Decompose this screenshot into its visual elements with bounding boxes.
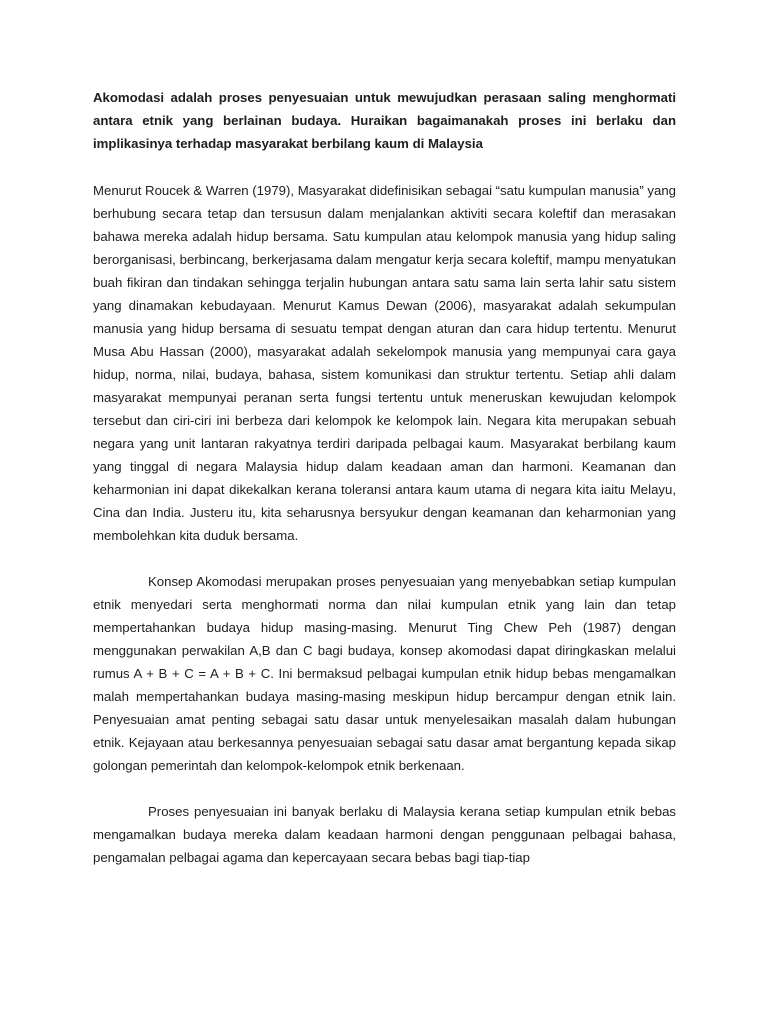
paragraph-accommodation-concept: Konsep Akomodasi merupakan proses penyesuaian yang menyebabkan setiap kumpulan etnik menyedari serta menghormati norma dan nilai kumpulan etnik yang lain dan tetap mempertahankan budaya hidup masing-masing. Menurut Ting Chew Peh (1987) dengan menggunakan perwakilan A,B dan C bagi budaya, konsep akomodasi dapat diringkaskan melalui rumus A + B + C = A + B + C. Ini bermaksud pelbagai kumpulan etnik hidup bebas mengamalkan malah mempertahankan budaya masing-masing meskipun hidup bercampur dengan etnik lain. Penyesuaian amat penting sebagai satu dasar untuk menyelesaikan masalah dalam hubungan etnik. Kejayaan atau berkesannya penyesuaian sebagai satu dasar amat bergantung kepada sikap golongan pemerintah dan kelompok-kelompok etnik berkenaan. [93, 574, 676, 773]
paragraph-society-definition: Menurut Roucek & Warren (1979), Masyarakat didefinisikan sebagai “satu kumpulan manusia” yang berhubung secara tetap dan tersusun dalam menjalankan aktiviti secara koleftif dan merasakan bahawa mereka adalah hidup bersama. Satu kumpulan atau kelompok manusia yang hidup saling berorganisasi, berbincang, berkerjasama dalam mengatur kerja secara koleftif, mampu menyatukan buah fikiran dan tindakan sehingga terjalin hubungan antara satu sama lain serta lahir satu sistem yang dinamakan kebudayaan. Menurut Kamus Dewan (2006), masyarakat adalah sekumpulan manusia yang hidup bersama di sesuatu tempat dengan aturan dan cara hidup tertentu. Menurut Musa Abu Hassan (2000), masyarakat adalah sekelompok manusia yang mempunyai cara gaya hidup, norma, nilai, budaya, bahasa, sistem komunikasi dan struktur tertentu. Setiap ahli dalam masyarakat mempunyai peranan serta fungsi tertentu untuk meneruskan kewujudan kelompok tersebut dan ciri-ciri ini berbeza dari kelompok ke kelompok lain. Negara kita merupakan sebuah negara yang unit lantaran rakyatnya terdiri daripada pelbagai kaum. Masyarakat berbilang kaum yang tinggal di negara Malaysia hidup dalam keadaan aman dan harmoni. Keamanan dan keharmonian ini dapat dikekalkan kerana toleransi antara kaum utama di negara kita iaitu Melayu, Cina dan India. Justeru itu, kita seharusnya bersyukur dengan keamanan dan keharmonian yang membolehkan kita duduk bersama. [93, 183, 676, 543]
paragraph-accommodation-process: Proses penyesuaian ini banyak berlaku di Malaysia kerana setiap kumpulan etnik bebas mengamalkan budaya mereka dalam keadaan harmoni dengan penggunaan pelbagai bahasa, pengamalan pelbagai agama dan kepercayaan secara bebas bagi tiap-tiap [93, 804, 676, 865]
document-page [93, 86, 676, 892]
essay-question-heading: Akomodasi adalah proses penyesuaian untuk mewujudkan perasaan saling menghormati antara etnik yang berlainan budaya. Huraikan bagaimanakah proses ini berlaku dan implikasinya terhadap masyarakat berbilang kaum di Malaysia [93, 90, 676, 151]
